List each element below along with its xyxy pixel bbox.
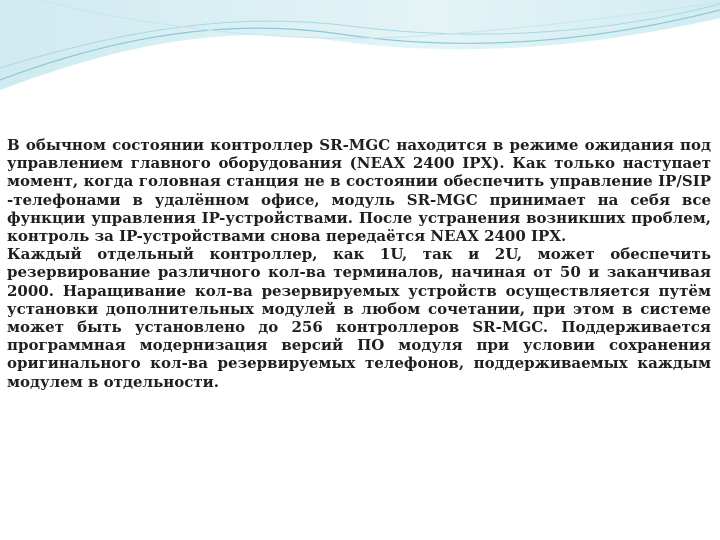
wave-fill: [0, 0, 720, 90]
body-text: [7, 136, 711, 391]
decorative-wave-background: [0, 0, 720, 120]
paragraph-1: В обычном состоянии контроллер SR-MGC находится в режиме ожидания под управлением главного оборудования (NEAX 2400 IPX). Как только наступает момент, когда головная станция не в состоянии обеспечить управление IP/SIP -телефонами в удалённом офисе, модуль SR-MGC принимает на себя все функции управления IP-устройствами. После устранения возникших проблем, контроль за IP-устройствами снова передаётся NEAX 2400 IPX.: [7, 136, 711, 246]
paragraph-2: Каждый отдельный контроллер, как 1U, так и 2U, может обеспечить резервирование различного кол-ва терминалов, начиная от 50 и заканчивая 2000. Наращивание кол-ва резервируемых устройств осуществляется путём установки дополнительных модулей в любом сочетании, при этом в системе может быть установлено до 256 контроллеров SR-MGC. Поддерживается программная модернизация версий ПО модуля при условии сохранения оригинального кол-ва резервируемых телефонов, поддерживаемых каждым модулем в отдельности.: [7, 245, 711, 391]
